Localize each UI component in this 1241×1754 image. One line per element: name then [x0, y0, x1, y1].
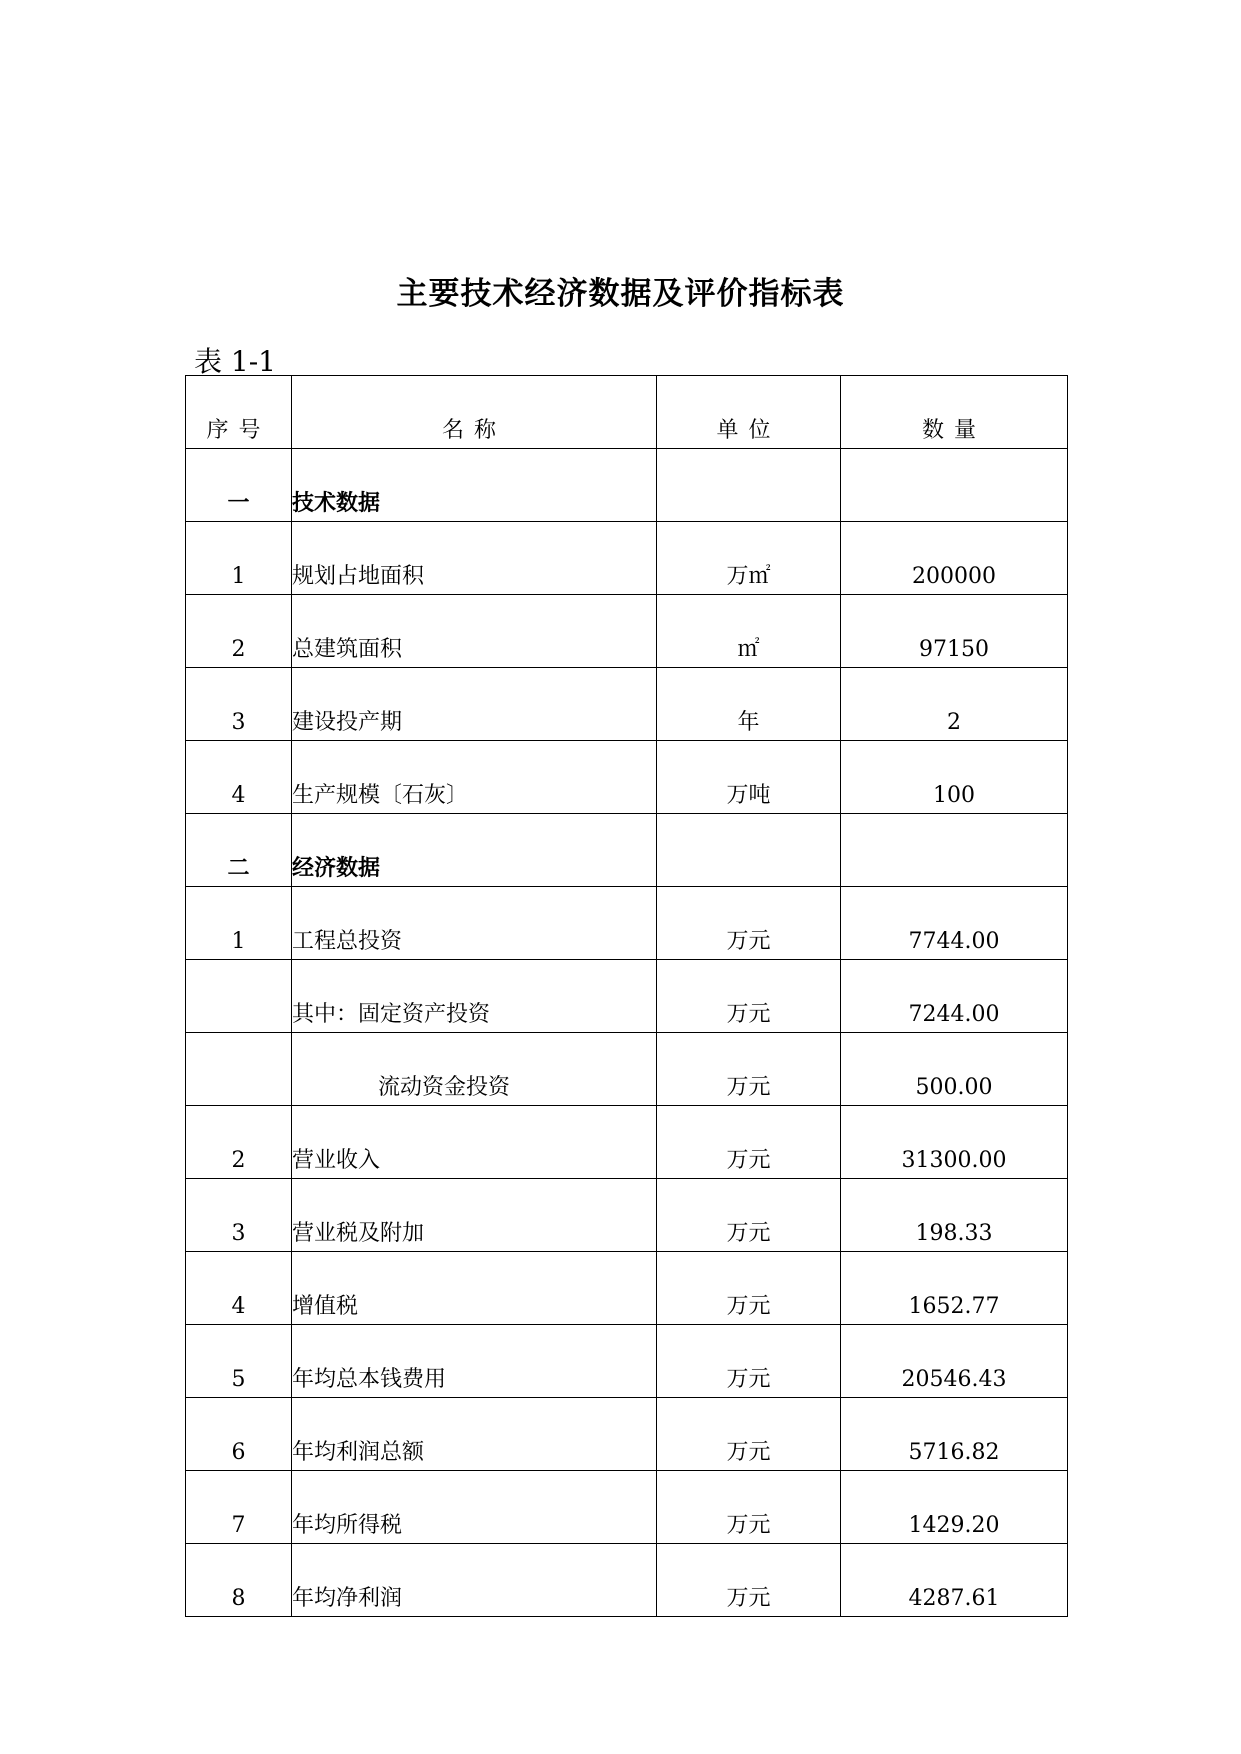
row-seq: 一: [186, 449, 292, 522]
row-name: 营业税及附加: [292, 1179, 657, 1252]
table-row: [186, 668, 1068, 741]
row-unit: 万元: [657, 960, 841, 1033]
row-seq: 1: [186, 887, 292, 960]
row-seq: 2: [186, 595, 292, 668]
table-row: [186, 595, 1068, 668]
row-unit: 万元: [657, 1033, 841, 1106]
row-seq: [186, 960, 292, 1033]
row-unit: 万元: [657, 1252, 841, 1325]
row-unit: 万元: [657, 1471, 841, 1544]
row-name: 增值税: [292, 1252, 657, 1325]
row-seq: 3: [186, 668, 292, 741]
row-unit: 万元: [657, 1398, 841, 1471]
row-seq: 1: [186, 522, 292, 595]
row-qty: 97150: [841, 595, 1068, 668]
row-seq: 8: [186, 1544, 292, 1617]
row-unit: 万元: [657, 1179, 841, 1252]
row-name: 经济数据: [292, 814, 657, 887]
row-qty: 4287.61: [841, 1544, 1068, 1617]
row-seq: 2: [186, 1106, 292, 1179]
header-qty: 数量: [841, 376, 1068, 449]
row-seq: 7: [186, 1471, 292, 1544]
table-row: [186, 1398, 1068, 1471]
row-name: 年均净利润: [292, 1544, 657, 1617]
page-title: 主要技术经济数据及评价指标表: [396, 276, 845, 312]
table-row: [186, 1179, 1068, 1252]
row-seq: 6: [186, 1398, 292, 1471]
table-row: [186, 960, 1068, 1033]
row-unit: 万元: [657, 1544, 841, 1617]
row-qty: 100: [841, 741, 1068, 814]
row-qty: 31300.00: [841, 1106, 1068, 1179]
row-unit: 万元: [657, 887, 841, 960]
row-qty: 2: [841, 668, 1068, 741]
row-unit: 万元: [657, 1325, 841, 1398]
table-row: [186, 1106, 1068, 1179]
table-label: 表 1-1: [194, 345, 276, 378]
table-row: [186, 741, 1068, 814]
row-name: 年均总本钱费用: [292, 1325, 657, 1398]
table-row: [186, 887, 1068, 960]
row-seq: 3: [186, 1179, 292, 1252]
row-qty: 5716.82: [841, 1398, 1068, 1471]
row-seq: 5: [186, 1325, 292, 1398]
row-seq: [186, 1033, 292, 1106]
row-seq: 二: [186, 814, 292, 887]
row-name: 营业收入: [292, 1106, 657, 1179]
row-qty: 20546.43: [841, 1325, 1068, 1398]
row-name: 年均利润总额: [292, 1398, 657, 1471]
table-row: [186, 1033, 1068, 1106]
row-unit: 万㎡: [657, 522, 841, 595]
row-name: 技术数据: [292, 449, 657, 522]
row-qty: 1429.20: [841, 1471, 1068, 1544]
row-qty: 1652.77: [841, 1252, 1068, 1325]
row-unit: [657, 449, 841, 522]
row-qty: 200000: [841, 522, 1068, 595]
row-name: 建设投产期: [292, 668, 657, 741]
row-qty: 7244.00: [841, 960, 1068, 1033]
row-unit: [657, 814, 841, 887]
row-name: 工程总投资: [292, 887, 657, 960]
table-row: [186, 522, 1068, 595]
row-name: 生产规模〔石灰〕: [292, 741, 657, 814]
row-unit: ㎡: [657, 595, 841, 668]
row-name: 规划占地面积: [292, 522, 657, 595]
header-unit: 单位: [657, 376, 841, 449]
header-name: 名称: [292, 376, 657, 449]
row-unit: 万吨: [657, 741, 841, 814]
row-unit: 万元: [657, 1106, 841, 1179]
row-name: 年均所得税: [292, 1471, 657, 1544]
row-name: 流动资金投资: [292, 1033, 657, 1106]
table-row: [186, 449, 1068, 522]
table-row: [186, 1471, 1068, 1544]
row-qty: [841, 449, 1068, 522]
row-qty: 500.00: [841, 1033, 1068, 1106]
header-seq: 序号: [186, 376, 292, 449]
row-name: 其中：固定资产投资: [292, 960, 657, 1033]
indicators-table: [185, 375, 1068, 1617]
row-seq: 4: [186, 1252, 292, 1325]
row-seq: 4: [186, 741, 292, 814]
table-header-row: [186, 376, 1068, 449]
row-qty: 7744.00: [841, 887, 1068, 960]
row-name: 总建筑面积: [292, 595, 657, 668]
row-qty: [841, 814, 1068, 887]
table-row: [186, 1252, 1068, 1325]
table-row: [186, 1544, 1068, 1617]
row-unit: 年: [657, 668, 841, 741]
table-row: [186, 1325, 1068, 1398]
table-row: [186, 814, 1068, 887]
row-qty: 198.33: [841, 1179, 1068, 1252]
